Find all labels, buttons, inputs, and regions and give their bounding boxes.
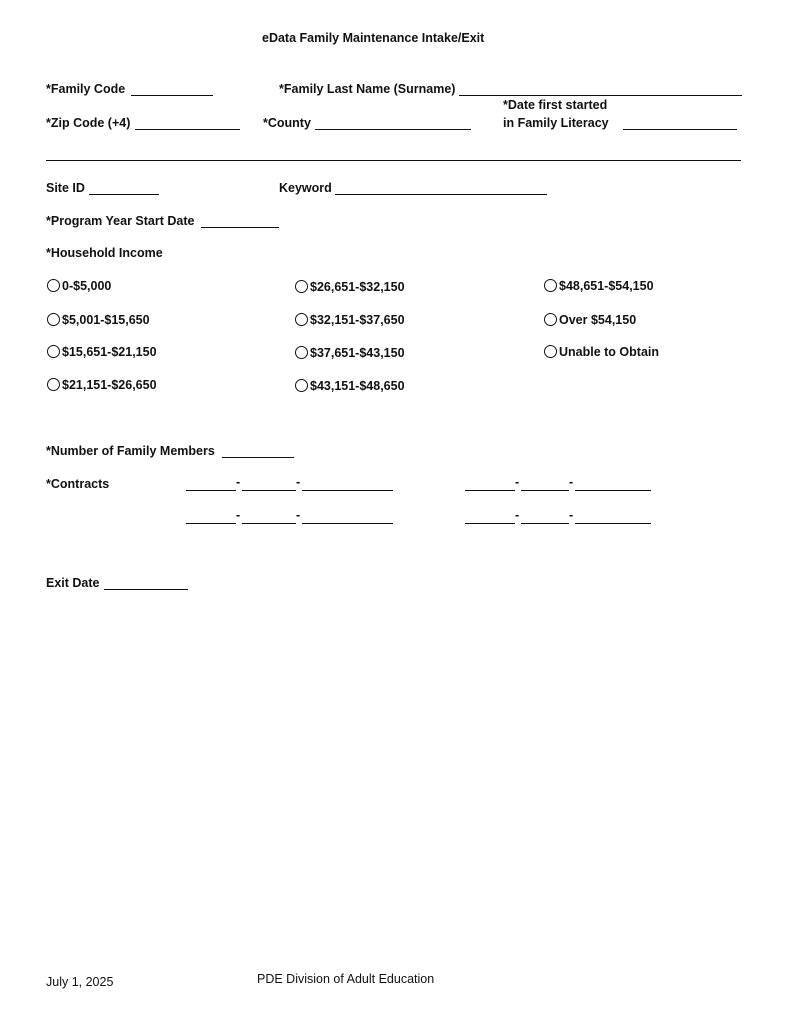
family-members-label: *Number of Family Members <box>46 444 215 458</box>
contract-1-part-3[interactable] <box>302 478 393 491</box>
contract-dash: - <box>569 508 574 522</box>
keyword-field[interactable] <box>335 182 547 195</box>
family-code-label: *Family Code <box>46 82 126 96</box>
contract-dash: - <box>515 508 520 522</box>
section-divider <box>46 160 741 161</box>
income-option-label: $5,001-$15,650 <box>62 313 150 327</box>
date-first-started-field[interactable] <box>623 117 737 130</box>
contract-4-part-1[interactable] <box>465 511 515 524</box>
income-radio-32151-37650[interactable] <box>295 313 308 326</box>
family-last-name-label: *Family Last Name (Surname) <box>279 82 456 96</box>
contract-dash: - <box>515 475 520 489</box>
income-radio-0-5000[interactable] <box>47 279 60 292</box>
income-option-label: $37,651-$43,150 <box>310 346 405 360</box>
family-code-field[interactable] <box>131 83 213 96</box>
form-title: eData Family Maintenance Intake/Exit <box>262 31 485 45</box>
contract-dash: - <box>296 508 301 522</box>
contract-2-part-3[interactable] <box>575 478 651 491</box>
county-field[interactable] <box>315 117 471 130</box>
site-id-label: Site ID <box>46 181 85 195</box>
income-option-label: $21,151-$26,650 <box>62 378 157 392</box>
exit-date-field[interactable] <box>104 577 188 590</box>
footer-division: PDE Division of Adult Education <box>257 972 435 986</box>
contract-4-part-3[interactable] <box>575 511 651 524</box>
zip-code-label: *Zip Code (+4) <box>46 116 131 130</box>
contract-dash: - <box>296 475 301 489</box>
contract-3-part-1[interactable] <box>186 511 236 524</box>
income-radio-5001-15650[interactable] <box>47 313 60 326</box>
income-option-label: Unable to Obtain <box>559 345 659 359</box>
income-option-label: 0-$5,000 <box>62 279 112 293</box>
income-option-label: $32,151-$37,650 <box>310 313 405 327</box>
contract-dash: - <box>236 508 241 522</box>
contract-2-part-1[interactable] <box>465 478 515 491</box>
zip-code-field[interactable] <box>135 117 240 130</box>
income-radio-43151-48650[interactable] <box>295 379 308 392</box>
income-radio-unable-to-obtain[interactable] <box>544 345 557 358</box>
site-id-field[interactable] <box>89 182 159 195</box>
contract-3-part-3[interactable] <box>302 511 393 524</box>
income-radio-over-54150[interactable] <box>544 313 557 326</box>
program-year-start-label: *Program Year Start Date <box>46 214 195 228</box>
income-option-label: $26,651-$32,150 <box>310 280 405 294</box>
exit-date-label: Exit Date <box>46 576 100 590</box>
income-option-label: $15,651-$21,150 <box>62 345 157 359</box>
income-radio-21151-26650[interactable] <box>47 378 60 391</box>
footer-date: July 1, 2025 <box>46 975 114 989</box>
contract-1-part-2[interactable] <box>242 478 296 491</box>
income-radio-37651-43150[interactable] <box>295 346 308 359</box>
keyword-label: Keyword <box>279 181 332 195</box>
contract-3-part-2[interactable] <box>242 511 296 524</box>
contract-4-part-2[interactable] <box>521 511 569 524</box>
program-year-start-field[interactable] <box>201 215 279 228</box>
contract-dash: - <box>236 475 241 489</box>
income-radio-26651-32150[interactable] <box>295 280 308 293</box>
county-label: *County <box>263 116 311 130</box>
contract-1-part-1[interactable] <box>186 478 236 491</box>
contract-2-part-2[interactable] <box>521 478 569 491</box>
income-option-label: Over $54,150 <box>559 313 637 327</box>
family-members-field[interactable] <box>222 445 294 458</box>
income-option-label: $43,151-$48,650 <box>310 379 405 393</box>
contract-dash: - <box>569 475 574 489</box>
income-radio-15651-21150[interactable] <box>47 345 60 358</box>
contracts-label: *Contracts <box>46 477 110 491</box>
date-first-started-label-line2: in Family Literacy <box>503 116 609 130</box>
household-income-label: *Household Income <box>46 246 163 260</box>
income-option-label: $48,651-$54,150 <box>559 279 654 293</box>
date-first-started-label-line1: *Date first started <box>503 98 608 112</box>
family-last-name-field[interactable] <box>459 83 742 96</box>
income-radio-48651-54150[interactable] <box>544 279 557 292</box>
